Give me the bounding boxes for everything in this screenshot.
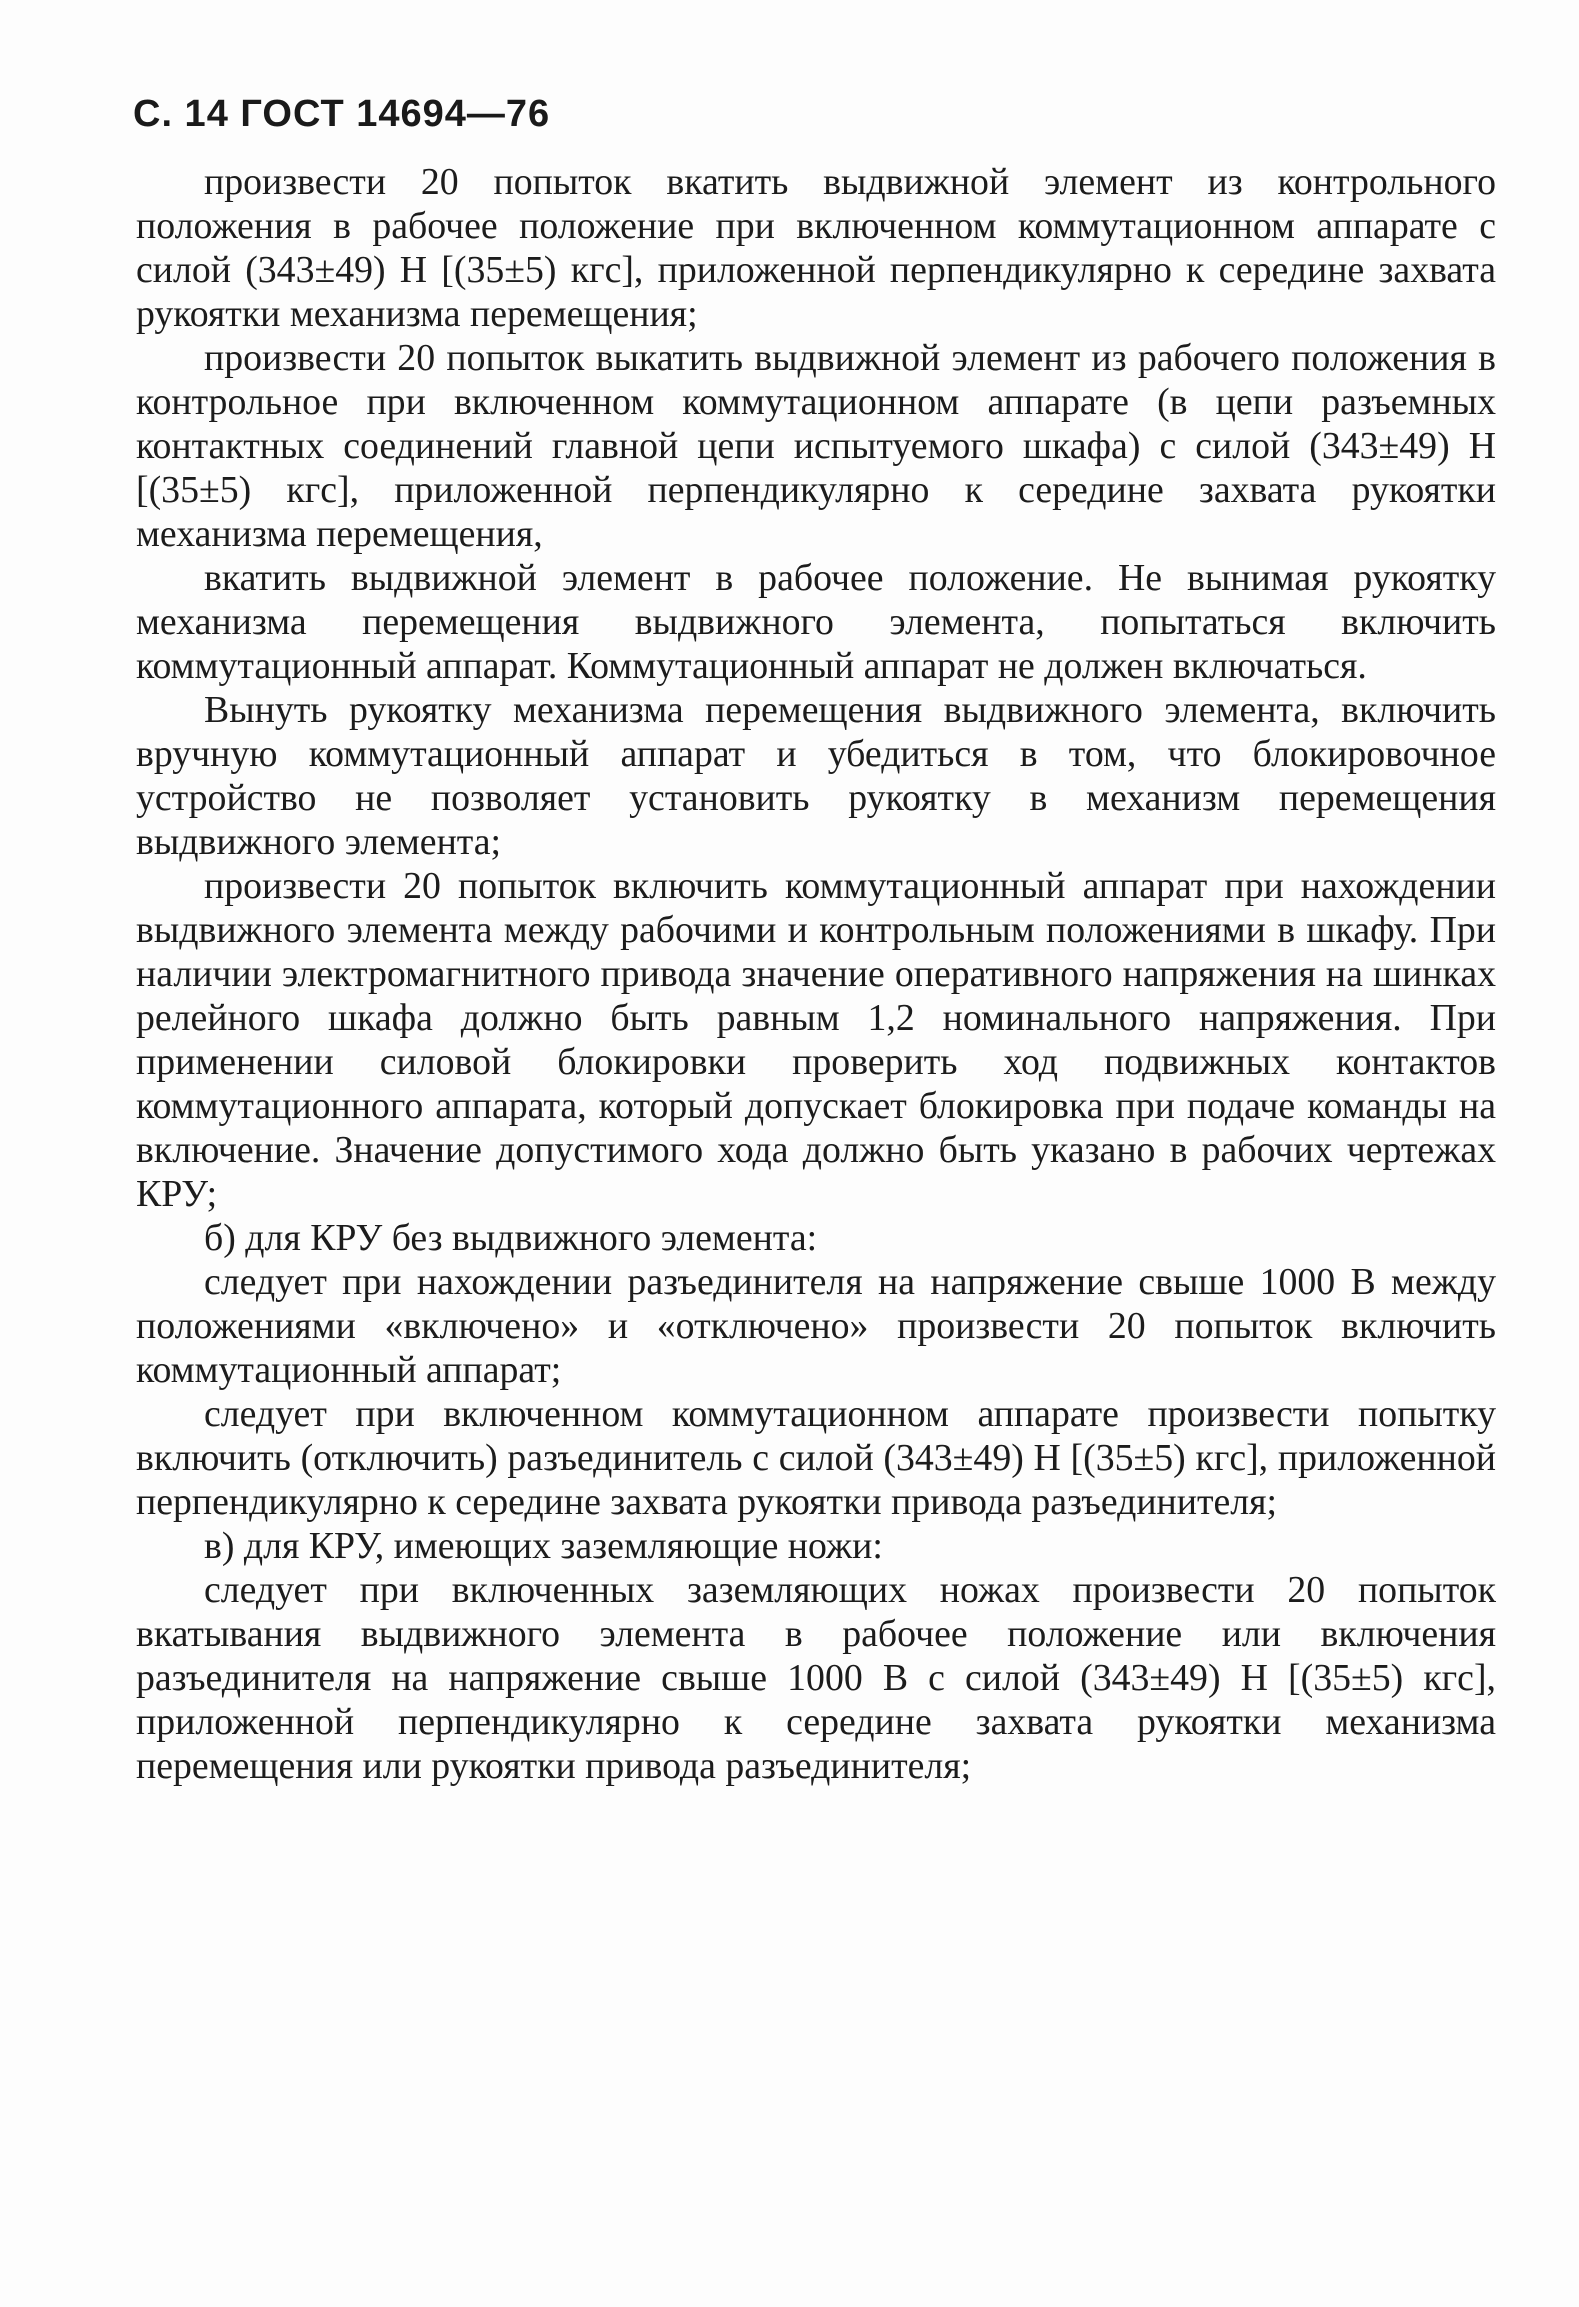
body-text (136, 160, 1496, 1788)
paragraph: следует при нахождении разъединителя на напряжение свыше 1000 В между положениями «включено» и «отключено» произвести 20 попыток включить коммутационный аппарат; (136, 1261, 1496, 1391)
paragraph: б) для КРУ без выдвижного элемента: (204, 1217, 818, 1259)
paragraph: следует при включенных заземляющих ножах произвести 20 попыток вкатывания выдвижного элемента в рабочее положение или включения разъединителя на напряжение свыше 1000 В с силой (343±49) Н [(35±5) кгс], приложенной перпендикулярно к середине захвата рукоятки механизма перемещения или рукоятки привода разъединителя; (136, 1569, 1496, 1787)
paragraph: произвести 20 попыток включить коммутационный аппарат при нахождении выдвижного элемента между рабочими и контрольным положениями в шкафу. При наличии электромагнитного привода значение оперативного напряжения на шинках релейного шкафа должно быть равным 1,2 номинального напряжения. При применении силовой блокировки проверить ход подвижных контактов коммутационного аппарата, который допускает блокировка при подаче команды на включение. Значение допустимого хода должно быть указано в рабочих чертежах КРУ; (136, 865, 1496, 1215)
paragraph: Вынуть рукоятку механизма перемещения выдвижного элемента, включить вручную коммутационный аппарат и убедиться в том, что блокировочное устройство не позволяет установить рукоятку в механизм перемещения выдвижного элемента; (136, 689, 1496, 863)
paragraph: вкатить выдвижной элемент в рабочее положение. Не вынимая рукоятку механизма перемещения выдвижного элемента, попытаться включить коммутационный аппарат. Коммутационный аппарат не должен включаться. (136, 557, 1496, 687)
paragraph: следует при включенном коммутационном аппарате произвести попытку включить (отключить) разъединитель с силой (343±49) Н [(35±5) кгс], приложенной перпендикулярно к середине захвата рукоятки привода разъединителя; (136, 1393, 1496, 1523)
paragraph: в) для КРУ, имеющих заземляющие ножи: (204, 1525, 883, 1567)
page-header: С. 14 ГОСТ 14694—76 (133, 93, 551, 135)
paragraph: произвести 20 попыток выкатить выдвижной элемент из рабочего положения в контрольное при включенном коммутационном аппарате (в цепи разъемных контактных соединений главной цепи испытуемого шкафа) с силой (343±49) Н [(35±5) кгс], приложенной перпендикулярно к середине захвата рукоятки механизма перемещения, (136, 337, 1496, 555)
paragraph: произвести 20 попыток вкатить выдвижной элемент из контрольного положения в рабочее положение при включенном коммутационном аппарате с силой (343±49) Н [(35±5) кгс], приложенной перпендикулярно к середине захвата рукоятки механизма перемещения; (136, 161, 1496, 335)
